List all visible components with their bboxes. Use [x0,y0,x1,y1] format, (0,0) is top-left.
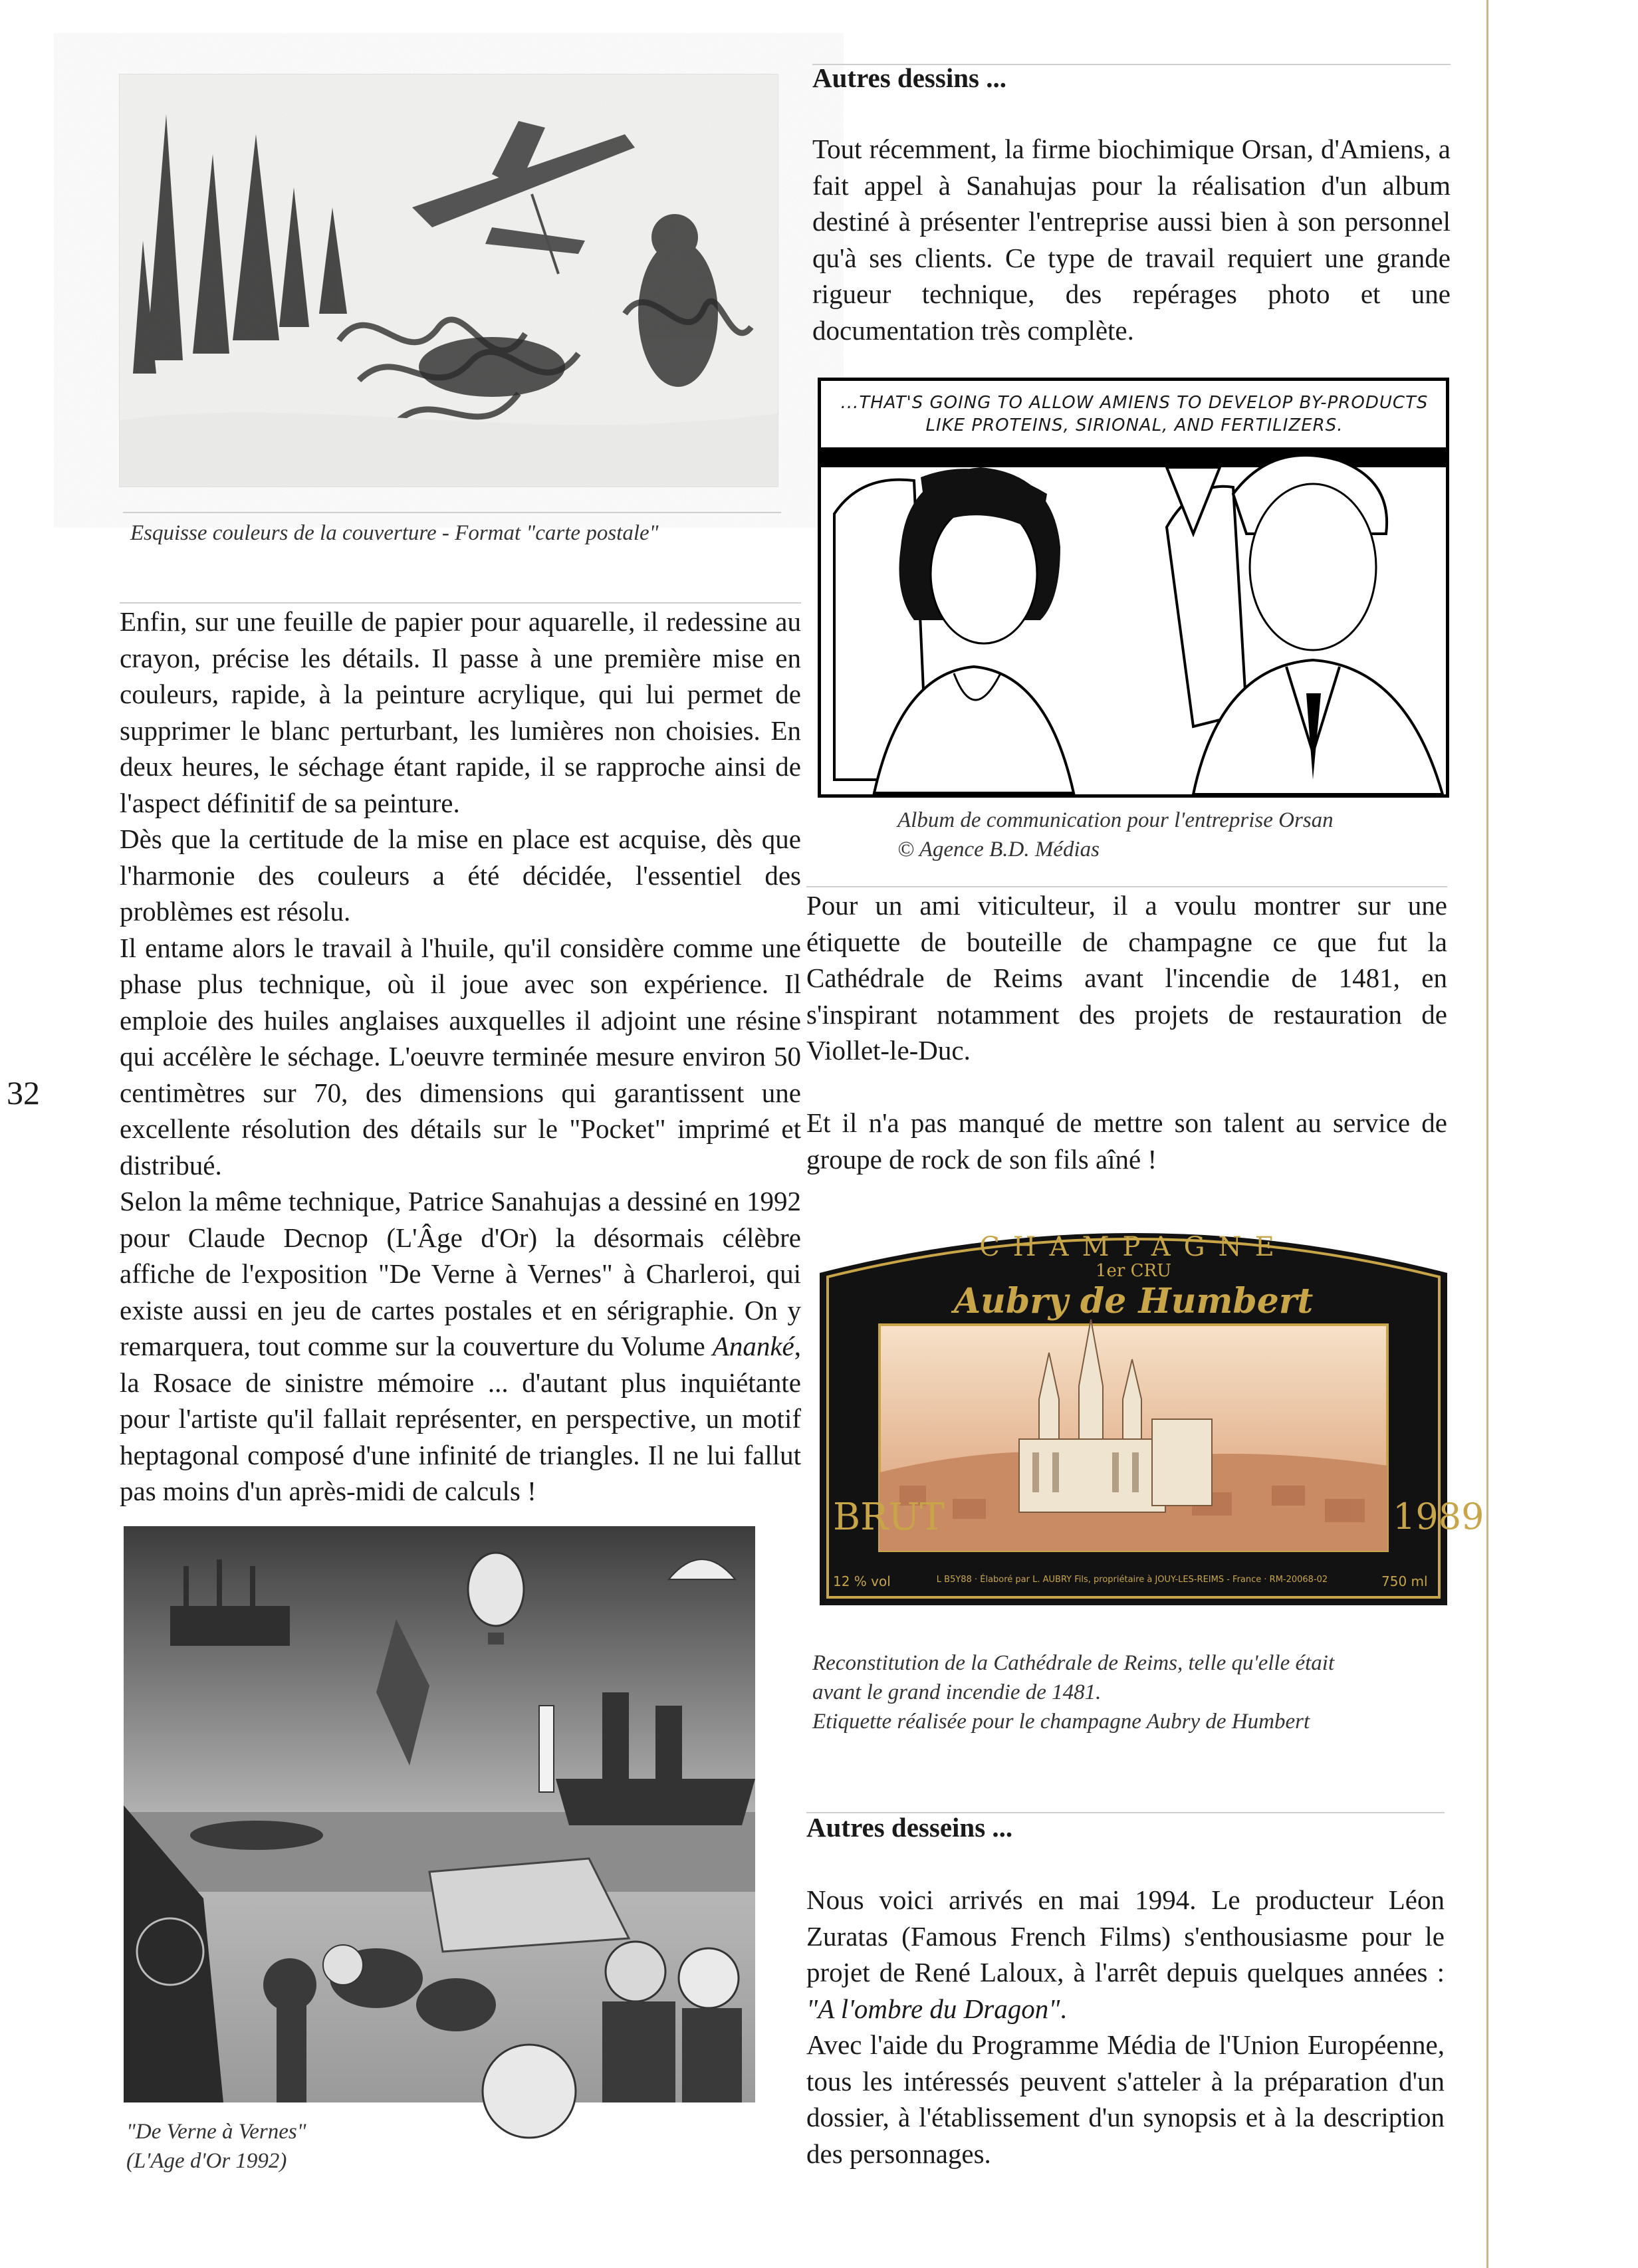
paragraph: Tout récemment, la firme biochimique Orsan, d'Amiens, a fait appel à Sanahujas pour la réalisation d'un album destiné à présenter l'entreprise aussi bien à son personnel qu'à ses clients. Ce type de travail requiert une grande rigueur technique, des repérages photo et une documentation très complète. [812,134,1451,346]
paragraph [806,1882,1445,2027]
right-body-text-3 [806,1882,1445,2172]
section-heading: Autres dessins ... [812,62,1006,93]
poster-illustration [124,1526,755,2102]
label-caption-line2: avant le grand incendie de 1481. [812,1680,1102,1704]
paragraph: Avec l'aide du Programme Média de l'Union Européenne, tous les intéressés peuvent s'atteler à la préparation d'un dossier, à l'établissement d'un synopsis et à la description des personnages. [806,2029,1445,2169]
text-run: Nous voici arrivés en mai 1994. Le producteur Léon Zuratas (Famous French Films) s'enthousiasme pour le projet de René Laloux, à l'arrêt depuis quelques années : [806,1884,1445,1987]
text-run: . [1060,1993,1067,2024]
page-number: 32 [7,1074,40,1111]
label-caption-line1: Reconstitution de la Cathédrale de Reims, telle qu'elle était [812,1651,1335,1675]
poster-caption-line2: (L'Age d'Or 1992) [126,2149,287,2173]
paragraph [120,1183,801,1510]
right-body-text-2 [806,887,1447,1177]
champagne-label [820,1220,1484,1605]
binding-line [1486,0,1488,2268]
comic-caption-line1: Album de communication pour l'entreprise Orsan [897,808,1334,832]
comic-panel [818,378,1449,798]
label-caption-line3: Etiquette réalisée pour le champagne Aubry de Humbert [812,1710,1310,1734]
label-small-print: L B5Y88 · Élaboré par L. AUBRY Fils, propriétaire à JOUY-LES-REIMS - France · RM-20068-02 [936,1575,1328,1585]
poster-caption-line1: "De Verne à Vernes" [126,2120,306,2144]
label-cru: 1er CRU [1095,1261,1171,1281]
paragraph: Pour un ami viticulteur, il a voulu montrer sur une étiquette de bouteille de champagne ce que fut la Cathédrale de Reims avant l'incendie de 1481, en s'inspirant notamment des projets de restauration de Viollet-le-Duc. [806,890,1447,1066]
label-year: 1989 [1393,1496,1484,1537]
left-body-text [120,604,801,1510]
speech-bubble-line2: LIKE PROTEINS, SIRIONAL, AND FERTILIZERS. [925,415,1344,435]
italic-title: Ananké [712,1331,794,1361]
paragraph: Il entame alors le travail à l'huile, qu'il considère comme une phase plus technique, où il joue avec son expérience. Il emploie des huiles anglaises auxquelles il adjoint une résine qui accélère le séchage. L'oeuvre terminée mesure environ 50 centimètres sur 70, des dimensions qui garantissent une excellente résolution des détails sur le "Pocket" imprimé et distribué. [120,932,801,1181]
speech-bubble-line1: ...THAT'S GOING TO ALLOW AMIENS TO DEVELOP BY-PRODUCTS [840,393,1429,413]
right-body-text-1 [812,131,1451,348]
sketch-caption: Esquisse couleurs de la couverture - Format "carte postale" [130,521,659,545]
comic-caption-line2: © Agence B.D. Médias [897,838,1100,861]
sketch-caption-rule [123,512,781,513]
label-volume: 750 ml [1381,1573,1428,1589]
section-heading: Autres desseins ... [806,1812,1013,1843]
italic-title: "A l'ombre du Dragon" [806,1993,1060,2024]
sketch-illustration [120,74,778,487]
paragraph-spacer [806,1069,1447,1105]
paragraph: Dès que la certitude de la mise en place est acquise, dès que l'harmonie des couleurs a été décidée, l'essentiel des problèmes est résolu. [120,824,801,927]
paragraph: Et il n'a pas manqué de mettre son talent au service de groupe de rock de son fils aîné ! [806,1107,1447,1175]
paragraph: Enfin, sur une feuille de papier pour aquarelle, il redessine au crayon, précise les détails. Il passe à une première mise en couleurs, rapide, à la peinture acrylique, qui lui permet de supprimer le blanc perturbant, les lumières non choisies. En deux heures, le séchage étant rapide, il se rapproche ainsi de l'aspect définitif de sa peinture. [120,606,801,818]
text-run: Selon la même technique, Patrice Sanahujas a dessiné en 1992 pour Claude Decnop (L'Âge d'Or) la désormais célèbre affiche de l'exposition "De Verne à Vernes" à Charleroi, qui existe aussi en jeu de cartes postales et en sérigraphie. On y remarquera, tout comme sur la couverture du Volume [120,1186,801,1361]
label-brand: Aubry de Humbert [953,1281,1314,1321]
label-alcohol: 12 % vol [833,1573,891,1589]
label-brut: BRUT [833,1496,945,1539]
label-champagne: CHAMPAGNE [979,1232,1288,1262]
text-run: , la Rosace de sinistre mémoire ... d'autant plus inquiétante pour l'artiste qu'il fallait représenter, en perspective, un motif heptagonal composé d'une infinité de triangles. Il ne lui fallut pas moins d'un après-midi de calculs ! [120,1331,801,1506]
